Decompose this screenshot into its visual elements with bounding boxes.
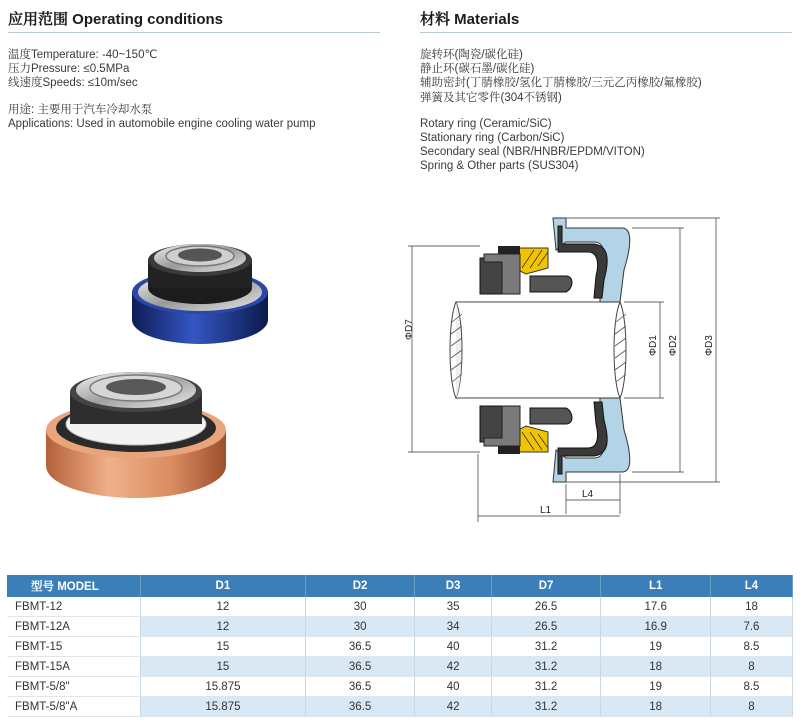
cell-d1: 12	[141, 617, 306, 637]
material-en-rotary: Rotary ring (Ceramic/SiC)	[420, 117, 552, 130]
dim-label-d1: ΦD1	[648, 335, 659, 356]
cell-d3: 40	[415, 637, 491, 657]
table-row	[7, 697, 793, 717]
table-row	[7, 677, 793, 697]
dim-label-d7: ΦD7	[404, 319, 415, 340]
cell-d1: 12	[141, 597, 306, 617]
material-cn-stationary: 静止环(碳石墨/碳化硅)	[420, 63, 535, 76]
dim-label-l4: L4	[582, 489, 594, 500]
cell-l1: 17.6	[601, 597, 711, 617]
dim-label-d2: ΦD2	[668, 335, 679, 356]
header-d7: D7	[491, 575, 601, 597]
cell-d7: 31.2	[491, 657, 601, 677]
cell-d3: 40	[415, 677, 491, 697]
cell-model: FBMT-15A	[7, 657, 141, 677]
material-en-stationary: Stationary ring (Carbon/SiC)	[420, 132, 565, 145]
cell-model: FBMT-12A	[7, 617, 141, 637]
divider-right	[420, 32, 792, 33]
cell-l4: 18	[710, 597, 792, 617]
material-en-spring: Spring & Other parts (SUS304)	[420, 160, 579, 173]
material-cn-spring: 弹簧及其它零件(304不锈钢)	[420, 91, 562, 104]
cell-d7: 26.5	[491, 617, 601, 637]
operating-conditions-title: 应用范围 Operating conditions	[8, 11, 224, 28]
table-row	[7, 597, 793, 617]
materials-block	[420, 48, 702, 174]
cell-d7: 26.5	[491, 597, 601, 617]
cell-l4: 7.6	[710, 617, 792, 637]
dim-label-d3: ΦD3	[704, 335, 715, 356]
cell-l1: 18	[601, 697, 711, 717]
cell-d2: 30	[305, 617, 415, 637]
header-l4: L4	[710, 575, 792, 597]
seal-cross-section-drawing	[398, 210, 728, 522]
cell-l4: 8.5	[710, 637, 792, 657]
cell-d2: 36.5	[305, 697, 415, 717]
cell-d2: 36.5	[305, 637, 415, 657]
cell-d3: 34	[415, 617, 491, 637]
table-row	[7, 637, 793, 657]
seal-photo-copper	[40, 362, 236, 502]
operating-conditions-block	[8, 48, 316, 131]
cell-l1: 19	[601, 637, 711, 657]
header-d2: D2	[305, 575, 415, 597]
divider-left	[8, 32, 380, 33]
cell-l1: 18	[601, 657, 711, 677]
cell-d1: 15	[141, 637, 306, 657]
cell-l1: 19	[601, 677, 711, 697]
header-d3: D3	[415, 575, 491, 597]
cell-d2: 30	[305, 597, 415, 617]
dim-label-l1: L1	[540, 505, 552, 516]
spec-table	[7, 575, 793, 717]
material-cn-secondary: 辅助密封(丁腈橡胶/氢化丁腈橡胶/三元乙丙橡胶/氟橡胶)	[420, 77, 702, 90]
cell-d3: 42	[415, 657, 491, 677]
cell-d3: 35	[415, 597, 491, 617]
cell-d1: 15.875	[141, 677, 306, 697]
seal-photo-blue	[128, 232, 278, 350]
materials-title: 材料 Materials	[420, 11, 520, 28]
cell-d1: 15.875	[141, 697, 306, 717]
header-d1: D1	[141, 575, 306, 597]
cell-d7: 31.2	[491, 697, 601, 717]
cell-l4: 8	[710, 697, 792, 717]
cell-d7: 31.2	[491, 677, 601, 697]
material-en-secondary: Secondary seal (NBR/HNBR/EPDM/VITON)	[420, 146, 645, 159]
cell-d7: 31.2	[491, 637, 601, 657]
material-cn-rotary: 旋转环(陶瓷/碳化硅)	[420, 49, 523, 61]
speed-line: 线速度Speeds: ≤10m/sec	[8, 77, 138, 90]
cell-model: FBMT-12	[7, 597, 141, 617]
cell-l1: 16.9	[601, 617, 711, 637]
cell-model: FBMT-15	[7, 637, 141, 657]
lower-seal-section	[480, 398, 630, 482]
cell-d3: 42	[415, 697, 491, 717]
table-header-row	[7, 575, 793, 597]
table-row	[7, 657, 793, 677]
temperature-line: 温度Temperature: -40~150℃	[8, 49, 158, 61]
cell-l4: 8.5	[710, 677, 792, 697]
usage-cn-line: 用途: 主要用于汽车冷却水泵	[8, 103, 153, 116]
table-row	[7, 617, 793, 637]
upper-seal-section	[480, 218, 630, 302]
usage-en-line: Applications: Used in automobile engine cooling water pump	[8, 117, 316, 130]
cell-model: FBMT-5/8"A	[7, 697, 141, 717]
pressure-line: 压力Pressure: ≤0.5MPa	[8, 63, 130, 76]
header-l1: L1	[601, 575, 711, 597]
cell-l4: 8	[710, 657, 792, 677]
cell-d1: 15	[141, 657, 306, 677]
cell-d2: 36.5	[305, 657, 415, 677]
cell-model: FBMT-5/8"	[7, 677, 141, 697]
cell-d2: 36.5	[305, 677, 415, 697]
header-model: 型号 MODEL	[7, 575, 141, 597]
